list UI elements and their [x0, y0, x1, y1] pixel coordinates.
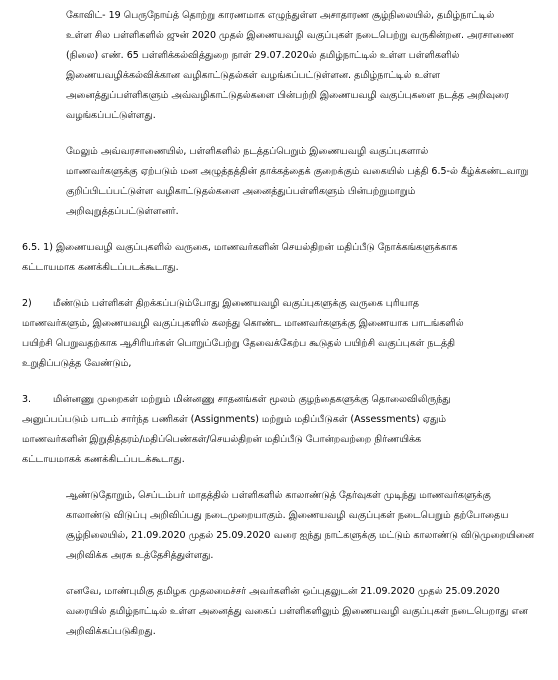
list-item-3: [22, 390, 536, 470]
item-number: 3.: [22, 394, 32, 405]
text-line: வரையில் தமிழ்நாட்டில் உள்ள அனைத்து வகைப் பள்ளிகளிலும் இணையவழி வகுப்புகள் நடைபெறாது என: [66, 606, 528, 617]
text-line: [22, 238, 536, 258]
text-line: [22, 390, 536, 410]
item-number: 2): [22, 298, 32, 309]
paragraph-quarterly-holiday: [22, 486, 536, 566]
text-line: அறிவிக்கப்படுகிறது.: [66, 626, 156, 637]
list-item-6-5-1: [22, 238, 536, 278]
text-line: குறிப்பிடப்பட்டுள்ள வழிகாட்டுதல்களை அனைத்துப்பள்ளிகளும் பின்பற்றுமாறும்: [66, 186, 416, 197]
text-line: மாணவர்களின் இறுதித்தரம்/மதிப்பெண்கள்/செயல்திறன் மதிப்பீடு போன்றவற்றை நிர்ணயிக்க: [22, 434, 422, 445]
list-item-2: [22, 294, 536, 374]
item-number: 6.5. 1): [22, 242, 53, 253]
item-text: மின்னணு முறைகள் மற்றும் மின்னணு சாதனங்கள் மூலம் குழந்தைகளுக்கு தொலைவிலிருந்து: [53, 394, 451, 405]
text-line: வழங்கப்பட்டுள்ளது.: [66, 110, 156, 121]
text-line: கட்டாயமாகக் கணக்கிடப்படக்கூடாது.: [22, 454, 185, 465]
item-text: இணையவழி வகுப்புகளில் வருகை, மாணவர்களின் செயல்திறன் மதிப்பீடு நோக்கங்களுக்காக: [55, 242, 458, 253]
paragraph-guidelines-6-5: [22, 142, 536, 222]
text-line: மாணவர்களும், இணையவழி வகுப்புகளில் கலந்து கொண்ட மாணவர்களுக்கு இணையாக பாடங்களில்: [22, 318, 464, 329]
text-line: கட்டாயமாக கணக்கிடப்படக்கூடாது.: [22, 262, 179, 273]
text-line: அனுப்பப்படும் பாடம் சார்ந்த பணிகள் (Assignments) மற்றும் மதிப்பீடுகள் (Assessments) ஏதும்: [22, 414, 447, 425]
text-line: (நிலை) எண். 65 பள்ளிக்கல்வித்துறை நாள் 29.07.2020ல் தமிழ்நாட்டில் உள்ள பள்ளிகளில்: [66, 50, 460, 61]
text-line: அனைத்துப்பள்ளிகளும் அவ்வழிகாட்டுதல்களை பின்பற்றி இணையவழி வகுப்புகளை நடத்த அறிவுரை: [66, 90, 509, 101]
text-line: [22, 294, 536, 314]
text-line: எனவே, மாண்புமிகு தமிழக முதலமைச்சர் அவர்களின் ஒப்புதலுடன் 21.09.2020 முதல் 25.09.2020: [66, 586, 500, 597]
text-line: உள்ள சில பள்ளிகளில் ஜுன் 2020 முதல் இணையவழி வகுப்புகள் நடைபெற்று வருகின்றன. அரசாணை: [66, 30, 514, 41]
text-line: அறிவிக்க அரசு உத்தேசித்துள்ளது.: [66, 550, 214, 561]
text-line: இணையவழிக்கல்விக்கான வழிகாட்டுதல்கள் வழங்கப்பட்டுள்ளன. தமிழ்நாட்டில் உள்ள: [66, 70, 441, 81]
text-line: ஆண்டுதோறும், செப்டம்பர் மாதத்தில் பள்ளிகளில் காலாண்டுத் தேர்வுகள் முடிந்து மாணவர்களுக்கு: [66, 490, 491, 501]
text-line: உறுதிப்படுத்த வேண்டும்,: [22, 358, 132, 369]
text-line: மேலும் அவ்வரசாணையில், பள்ளிகளில் நடத்தப்பெறும் இணையவழி வகுப்புகளால்: [66, 146, 429, 157]
text-line: அறிவுறுத்தப்பட்டுள்ளனர்.: [66, 206, 179, 217]
paragraph-announcement: [22, 582, 536, 642]
text-line: மாணவர்களுக்கு ஏற்படும் மன அழுத்தத்தின் தாக்கத்தைக் குறைக்கும் வகையில் பத்தி 6.5-ல் கீழ்க்கண்டவாறு: [66, 166, 529, 177]
text-line: பயிற்சி பெறுவதற்காக ஆசிரியர்கள் பொறுப்பேற்று தேவைக்கேற்ப கூடுதல் பயிற்சி வகுப்புகள் நடத்தி: [22, 338, 456, 349]
text-line: சூழ்நிலையில், 21.09.2020 முதல் 25.09.2020 வரை ஐந்து நாட்களுக்கு மட்டும் காலாண்டு விடுமுறையினை: [66, 530, 535, 541]
item-text: மீண்டும் பள்ளிகள் திறக்கப்படும்போது இணையவழி வகுப்புகளுக்கு வருகை புரியாத: [53, 298, 419, 309]
paragraph-covid-online-classes: [22, 6, 536, 126]
text-line: கோவிட்- 19 பெருநோய்த் தொற்று காரணமாக எழுந்துள்ள அசாதாரண சூழ்நிலையில், தமிழ்நாட்டில்: [66, 10, 495, 21]
text-line: காலாண்டு விடுப்பு அறிவிப்பது நடைமுறையாகும். இணையவழி வகுப்புகள் நடைபெறும் தற்போதைய: [66, 510, 509, 521]
